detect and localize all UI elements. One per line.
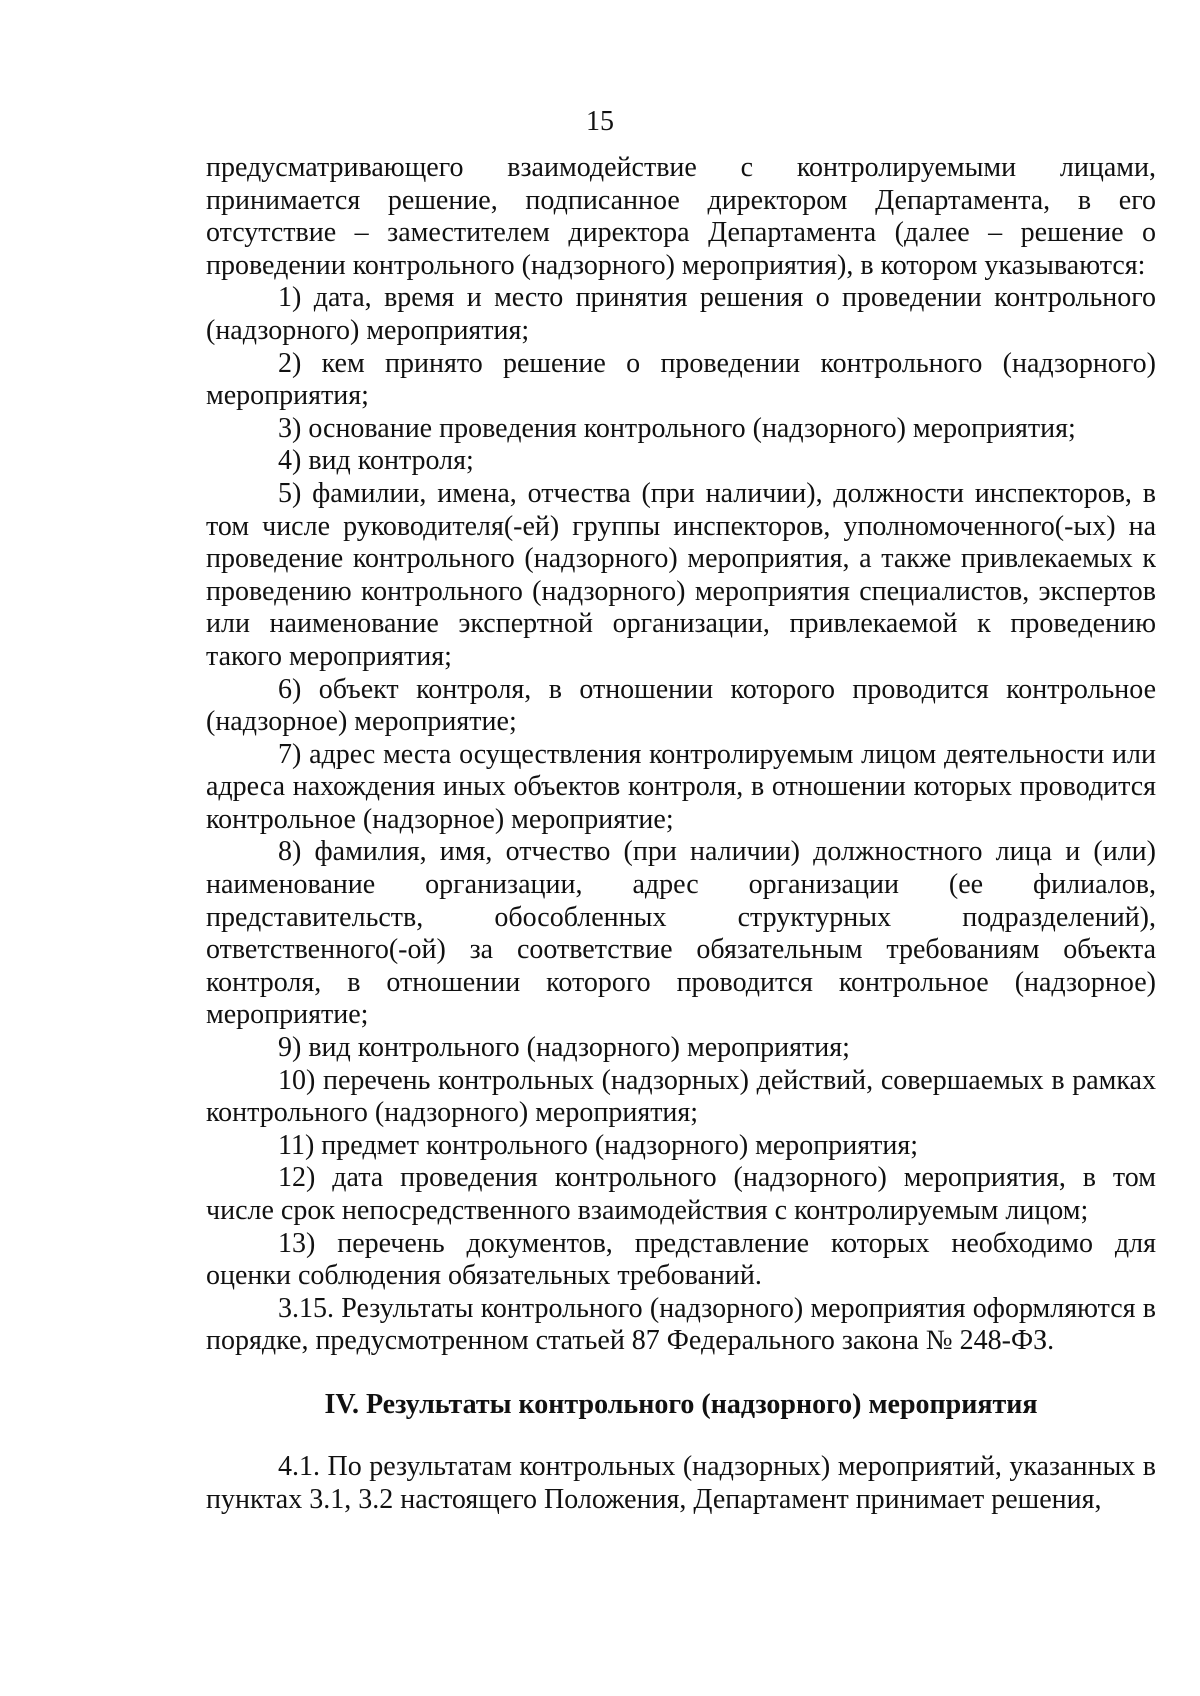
paragraph: 13) перечень документов, представление которых необходимо для оценки соблюдения обязательных требований.: [206, 1227, 1156, 1292]
paragraph: 1) дата, время и место принятия решения о проведении контрольного (надзорного) мероприятия;: [206, 282, 1156, 346]
document-body: [206, 152, 1156, 1516]
paragraph: 6) объект контроля, в отношении которого проводится контрольное (надзорное) мероприятие;: [206, 673, 1156, 738]
paragraph: предусматривающего взаимодействие с контролируемыми лицами, принимается решение, подписанное директором Департамента, в его отсутствие – заместителем директора Департамента (далее – решение о проведении контрольного (надзорного) мероприятия), в котором указываются:: [206, 152, 1156, 281]
paragraph: 2) кем принято решение о проведении контрольного (надзорного) мероприятия;: [206, 347, 1156, 412]
paragraph: 11) предмет контрольного (надзорного) мероприятия;: [278, 1129, 919, 1161]
paragraphs-before-heading: [206, 152, 1156, 1358]
paragraph: 10) перечень контрольных (надзорных) действий, совершаемых в рамках контрольного (надзорного) мероприятия;: [206, 1064, 1156, 1129]
section-heading: IV. Результаты контрольного (надзорного) мероприятия: [324, 1388, 1038, 1420]
paragraph: 8) фамилия, имя, отчество (при наличии) должностного лица и (или) наименование организации, адрес организации (ее филиалов, представительств, обособленных структурных подразделений), ответственного(-ой) за соответствие обязательным требованиям объекта контроля, в отношении которого проводится контрольное (надзорное) мероприятие;: [206, 836, 1156, 1031]
paragraph: 3) основание проведения контрольного (надзорного) мероприятия;: [278, 412, 1076, 444]
paragraph: 4.1. По результатам контрольных (надзорных) мероприятий, указанных в пунктах 3.1, 3.2 настоящего Положения, Департамент принимает решения,: [206, 1450, 1156, 1515]
page-number: 15: [586, 106, 614, 137]
paragraph: 12) дата проведения контрольного (надзорного) мероприятия, в том числе срок непосредственного взаимодействия с контролируемым лицом;: [206, 1162, 1156, 1226]
paragraph: 3.15. Результаты контрольного (надзорного) мероприятия оформляются в порядке, предусмотренном статьей 87 Федерального закона № 248-ФЗ.: [206, 1292, 1156, 1357]
paragraph: 9) вид контрольного (надзорного) мероприятия;: [278, 1032, 850, 1064]
paragraph: 5) фамилии, имена, отчества (при наличии), должности инспекторов, в том числе руководителя(-ей) группы инспекторов, уполномоченного(-ых) на проведение контрольного (надзорного) мероприятия, а также привлекаемых к проведению контрольного (надзорного) мероприятия специалистов, экспертов или наименование экспертной организации, привлекаемой к проведению такого мероприятия;: [206, 477, 1156, 672]
paragraph: 4) вид контроля;: [278, 445, 474, 477]
paragraph: 7) адрес места осуществления контролируемым лицом деятельности или адреса нахождения иных объектов контроля, в отношении которых проводится контрольное (надзорное) мероприятие;: [206, 738, 1156, 835]
paragraphs-after-heading: [206, 1451, 1156, 1516]
